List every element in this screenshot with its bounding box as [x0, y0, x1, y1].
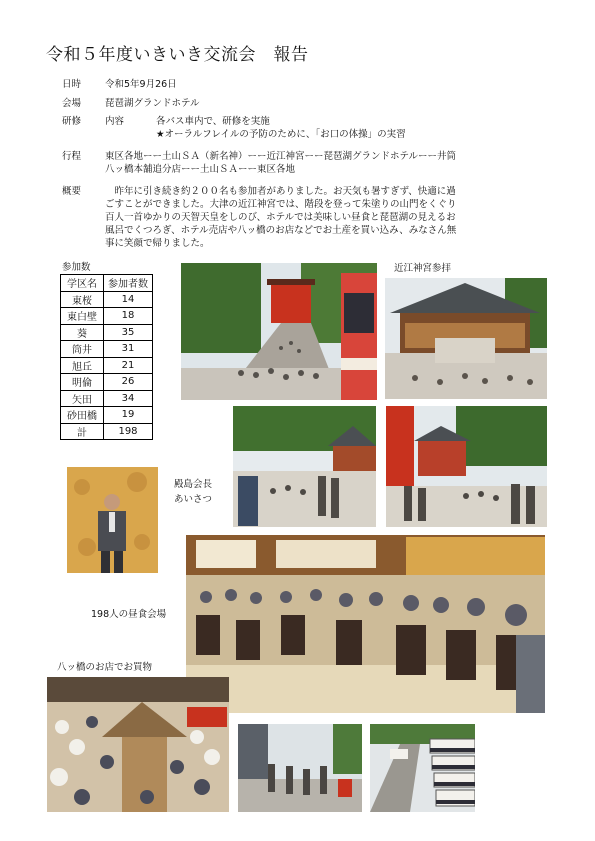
- training-label: 研修: [62, 116, 82, 127]
- table-row: [61, 341, 153, 358]
- photo-buses: [370, 724, 475, 812]
- district-cell: 東桜: [61, 291, 104, 308]
- training-sublabel: 内容: [105, 116, 125, 127]
- participants-heading: 参加数: [62, 262, 91, 273]
- photo-shrine-gate: [386, 406, 547, 527]
- column-header-district: 学区名: [61, 275, 104, 292]
- district-cell: 砂田橋: [61, 407, 104, 424]
- count-cell: 34: [104, 390, 153, 407]
- photo-shrine-courtyard: [233, 406, 376, 527]
- district-cell: 明倫: [61, 374, 104, 391]
- district-cell: 葵: [61, 324, 104, 341]
- photo-shrine-hall: [385, 278, 547, 399]
- photo-chairman-speech: [67, 467, 158, 573]
- table-total-row: [61, 423, 153, 440]
- caption-lunch: 198人の昼食会場: [91, 609, 167, 620]
- itinerary-label: 行程: [62, 151, 82, 162]
- table-row: [61, 308, 153, 325]
- count-cell: 19: [104, 407, 153, 424]
- table-row: [61, 390, 153, 407]
- participants-table: [60, 274, 153, 440]
- venue-value: 琵琶湖グランドホテル: [105, 98, 200, 109]
- training-line2: ★オーラルフレイルの予防のために、「お口の体操」の実習: [156, 129, 406, 140]
- page-title: 令和５年度いきいき交流会 報告: [46, 45, 309, 65]
- training-line1: 各バス車内で、研修を実施: [156, 116, 270, 127]
- district-cell: 矢田: [61, 390, 104, 407]
- table-row: [61, 357, 153, 374]
- count-cell: 14: [104, 291, 153, 308]
- table-row: [61, 374, 153, 391]
- count-cell: 31: [104, 341, 153, 358]
- count-cell: 21: [104, 357, 153, 374]
- table-row: [61, 407, 153, 424]
- summary-line5: 事に笑顔で帰りました。: [105, 238, 210, 249]
- caption-chairman-line1: 殿島会長: [174, 479, 213, 490]
- district-cell: 東白壁: [61, 308, 104, 325]
- date-value: 令和5年9月26日: [105, 79, 177, 90]
- district-cell: 筒井: [61, 341, 104, 358]
- photo-shopping: [47, 677, 229, 812]
- itinerary-line1: 東区各地ーー土山ＳＡ（新名神）ーー近江神宮ーー琵琶湖グランドホテルーー井筒: [105, 151, 457, 162]
- summary-line4: 風呂でくつろぎ、ホテル売店や八ッ橋のお店などでお土産を買い込み、みなさん無: [105, 225, 457, 236]
- summary-line3: 百人一首ゆかりの天智天皇をしのび、ホテルでは美味しい昼食と琵琶湖の見えるお: [105, 212, 456, 223]
- summary-line1: 昨年に引き続き約２００名も参加者がありました。お天気も暑すぎず、快適に過: [105, 186, 456, 197]
- caption-shopping: 八ッ橋のお店でお買物: [57, 662, 153, 673]
- date-label: 日時: [62, 79, 82, 90]
- table-row: [61, 291, 153, 308]
- table-row: [61, 324, 153, 341]
- count-cell: 26: [104, 374, 153, 391]
- summary-line2: ごすことができました。大津の近江神宮では、階段を登って朱塗りの山門をくぐり: [105, 199, 457, 210]
- photo-street: [238, 724, 362, 812]
- total-label-cell: 計: [61, 423, 104, 440]
- count-cell: 18: [104, 308, 153, 325]
- photo-shrine-stairs: [181, 263, 377, 400]
- photo-lunch-hall: [186, 535, 545, 713]
- summary-label: 概要: [62, 186, 82, 197]
- itinerary-line2: 八ッ橋本舗追分店ーー土山ＳＡーー東区各地: [105, 164, 296, 175]
- column-header-count: 参加者数: [104, 275, 153, 292]
- count-cell: 35: [104, 324, 153, 341]
- total-count-cell: 198: [104, 423, 153, 440]
- district-cell: 旭丘: [61, 357, 104, 374]
- venue-label: 会場: [62, 98, 82, 109]
- caption-shrine: 近江神宮参拝: [394, 263, 452, 274]
- table-header-row: [61, 275, 153, 292]
- caption-chairman-line2: あいさつ: [174, 494, 213, 505]
